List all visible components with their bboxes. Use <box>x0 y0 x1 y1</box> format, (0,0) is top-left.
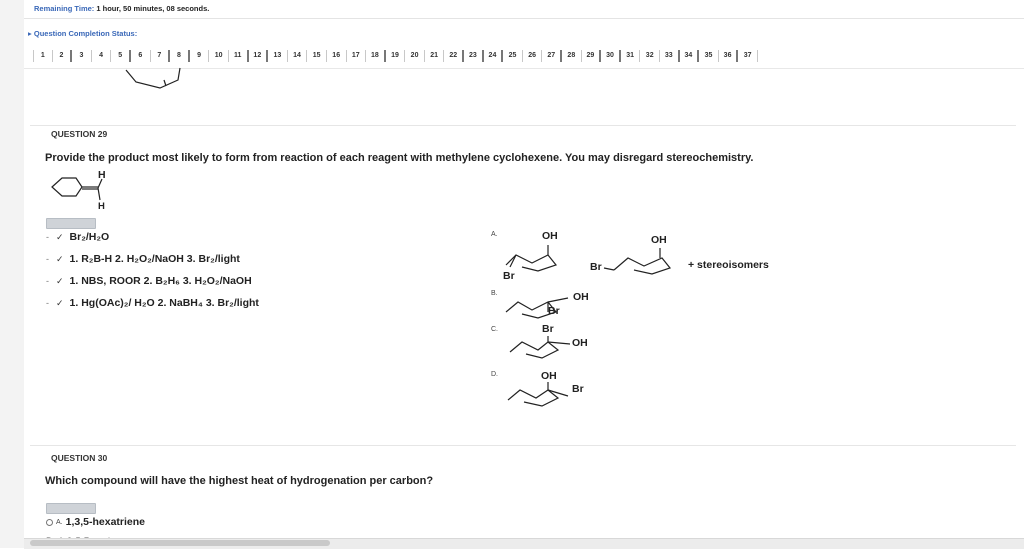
option-a-br: Br <box>503 270 515 282</box>
reagent-label-4: 1. Hg(OAc)₂/ H₂O 2. NaBH₄ 3. Br₂/light <box>69 297 259 309</box>
question-30-title: QUESTION 30 <box>51 453 108 463</box>
chevron-down-icon[interactable]: ✓ <box>56 297 64 308</box>
q30-option-a-label: 1,3,5-hexatriene <box>65 516 146 528</box>
match-row-2[interactable] <box>46 251 240 267</box>
question-nav-30[interactable]: 30 <box>601 50 621 62</box>
remaining-time <box>34 4 209 13</box>
question-nav-11[interactable]: 11 <box>229 50 249 62</box>
question-nav-34[interactable]: 34 <box>680 50 700 62</box>
reagent-label-3: 1. NBS, ROOR 2. B₂H₆ 3. H₂O₂/NaOH <box>69 275 252 287</box>
question-navigator <box>33 50 758 62</box>
option-b-letter: B. <box>491 290 498 297</box>
question-nav-28[interactable]: 28 <box>562 50 582 62</box>
option-d-letter: D. <box>491 371 498 378</box>
question-nav-13[interactable]: 13 <box>268 50 288 62</box>
chevron-down-icon[interactable]: ✓ <box>56 231 64 242</box>
row-dash: - <box>46 298 49 308</box>
remaining-time-value: 1 hour, 50 minutes, 08 seconds. <box>96 4 210 13</box>
question-nav-3[interactable]: 3 <box>72 50 92 62</box>
reagent-label-1: Br₂/H₂O <box>69 231 110 243</box>
match-row-3[interactable] <box>46 273 252 289</box>
option-d-structure <box>506 382 576 410</box>
question-nav-32[interactable]: 32 <box>640 50 660 62</box>
question-nav-20[interactable]: 20 <box>405 50 425 62</box>
question-nav-9[interactable]: 9 <box>190 50 210 62</box>
chevron-down-icon[interactable]: ✓ <box>56 253 64 264</box>
row-dash: - <box>46 254 49 264</box>
question-nav-2[interactable]: 2 <box>53 50 73 62</box>
option-a2-br: Br <box>590 261 602 273</box>
question-nav-36[interactable]: 36 <box>719 50 739 62</box>
option-b-br: Br <box>548 305 560 317</box>
question-nav-26[interactable]: 26 <box>523 50 543 62</box>
question-nav-19[interactable]: 19 <box>386 50 406 62</box>
question-29-prompt: Provide the product most likely to form from reaction of each reagent with methylene cyclohexene. You may disregard stereochemistry. <box>45 152 754 164</box>
remaining-time-label: Remaining Time: <box>34 4 95 13</box>
question-nav-4[interactable]: 4 <box>92 50 112 62</box>
question-nav-23[interactable]: 23 <box>464 50 484 62</box>
collapse-icon: ▸ <box>28 29 34 38</box>
option-d-br: Br <box>572 383 584 395</box>
left-gutter <box>0 0 24 548</box>
collapsed-tab <box>46 503 96 514</box>
question-nav-17[interactable]: 17 <box>347 50 367 62</box>
row-dash: - <box>46 276 49 286</box>
question-nav-27[interactable]: 27 <box>542 50 562 62</box>
chevron-down-icon[interactable]: ✓ <box>56 275 64 286</box>
previous-question-structure <box>120 66 190 90</box>
hydrogen-label-top: H <box>98 169 106 181</box>
methylene-cyclohexane-structure <box>44 168 124 218</box>
question-divider <box>30 125 1016 126</box>
reagent-label-2: 1. R₂B-H 2. H₂O₂/NaOH 3. Br₂/light <box>69 253 240 265</box>
question-nav-16[interactable]: 16 <box>327 50 347 62</box>
option-c-structure <box>508 336 578 362</box>
q30-option-a[interactable] <box>46 516 145 528</box>
question-nav-1[interactable]: 1 <box>33 50 53 62</box>
question-nav-5[interactable]: 5 <box>111 50 131 62</box>
row-dash: - <box>46 232 49 242</box>
question-nav-22[interactable]: 22 <box>444 50 464 62</box>
collapsed-tab <box>46 218 96 229</box>
radio-button[interactable] <box>46 519 53 526</box>
question-nav-21[interactable]: 21 <box>425 50 445 62</box>
question-completion-status[interactable] <box>28 29 137 38</box>
question-29-title: QUESTION 29 <box>51 129 108 139</box>
question-nav-8[interactable]: 8 <box>170 50 190 62</box>
option-c-letter: C. <box>491 326 498 333</box>
question-nav-10[interactable]: 10 <box>209 50 229 62</box>
scrollbar-thumb[interactable] <box>30 540 330 546</box>
question-nav-35[interactable]: 35 <box>699 50 719 62</box>
question-nav-37[interactable]: 37 <box>738 50 758 62</box>
question-nav-29[interactable]: 29 <box>582 50 602 62</box>
question-nav-24[interactable]: 24 <box>484 50 504 62</box>
question-nav-18[interactable]: 18 <box>366 50 386 62</box>
stereoisomers-label: + stereoisomers <box>688 259 769 271</box>
question-nav-12[interactable]: 12 <box>249 50 269 62</box>
option-b-structure <box>502 296 572 320</box>
option-c-oh: OH <box>572 337 588 349</box>
question-divider <box>30 445 1016 446</box>
option-b-oh: OH <box>573 291 589 303</box>
question-nav-33[interactable]: 33 <box>660 50 680 62</box>
option-c-br: Br <box>542 323 554 335</box>
question-nav-14[interactable]: 14 <box>288 50 308 62</box>
question-nav-31[interactable]: 31 <box>621 50 641 62</box>
option-d-oh: OH <box>541 370 557 382</box>
question-nav-25[interactable]: 25 <box>503 50 523 62</box>
option-a-structure-2 <box>604 248 674 278</box>
status-label: Question Completion Status: <box>33 29 138 38</box>
question-nav-15[interactable]: 15 <box>307 50 327 62</box>
question-30-prompt: Which compound will have the highest heat of hydrogenation per carbon? <box>45 475 434 487</box>
option-a-oh: OH <box>542 230 558 242</box>
match-row-1[interactable] <box>46 229 109 245</box>
option-a2-oh: OH <box>651 234 667 246</box>
hydrogen-label-bottom: H <box>98 201 105 212</box>
question-nav-7[interactable]: 7 <box>151 50 171 62</box>
match-row-4[interactable] <box>46 295 259 311</box>
divider <box>24 18 1024 19</box>
option-a-letter: A. <box>491 231 498 238</box>
question-nav-6[interactable]: 6 <box>131 50 151 62</box>
q30-option-a-letter: A. <box>56 518 63 526</box>
